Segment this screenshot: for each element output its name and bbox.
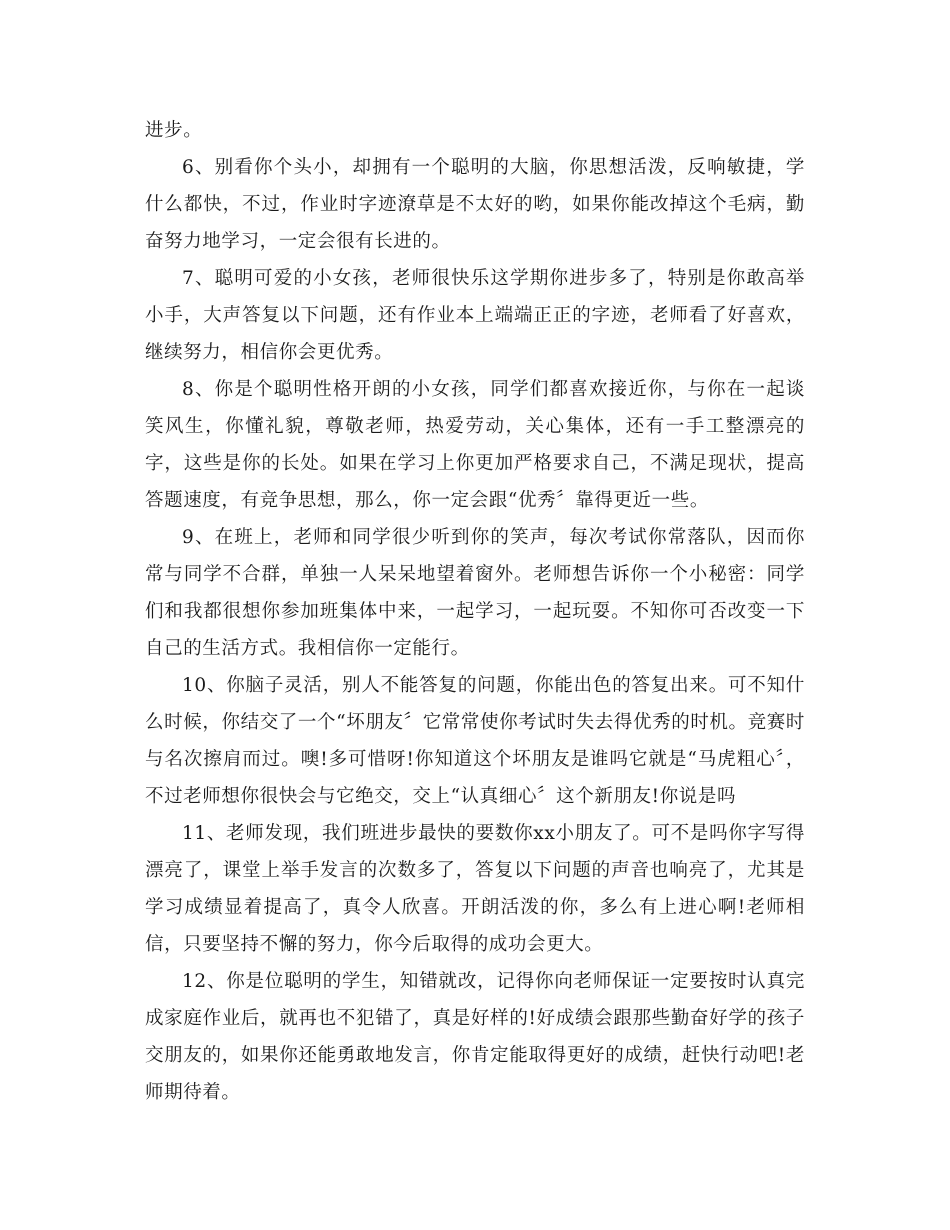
paragraph-comment-11: 11、老师发现，我们班进步最快的要数你xx小朋友了。可不是吗你字写得漂亮了，课堂上举手发言的次数多了，答复以下问题的声音也响亮了，尤其是学习成绩显着提高了，真令人欣喜。开朗活泼的你，多么有上进心啊!老师相信，只要坚持不懈的努力，你今后取得的成功会更大。: [145, 823, 805, 955]
paragraph-continuation: 进步。: [145, 120, 203, 141]
paragraph-comment-10: 10、你脑子灵活，别人不能答复的问题，你能出色的答复出来。可不知什么时候，你结交了一个“坏朋友〞它常常使你考试时失去得优秀的时机。竞赛时与名次擦肩而过。噢!多可惜呀!你知道这个坏朋友是谁吗它就是“马虎粗心〞，不过老师想你很快会与它绝交，交上“认真细心〞这个新朋友!你说是吗: [145, 675, 805, 807]
paragraph-comment-12: 12、你是位聪明的学生，知错就改，记得你向老师保证一定要按时认真完成家庭作业后，就再也不犯错了，真是好样的!好成绩会跟那些勤奋好学的孩子交朋友的，如果你还能勇敢地发言，你肯定能取得更好的成绩，赶快行动吧!老师期待着。: [145, 971, 805, 1103]
paragraph-comment-8: 8、你是个聪明性格开朗的小女孩，同学们都喜欢接近你，与你在一起谈笑风生，你懂礼貌，尊敬老师，热爱劳动，关心集体，还有一手工整漂亮的字，这些是你的长处。如果在学习上你更加严格要求自己，不满足现状，提高答题速度，有竞争思想，那么，你一定会跟“优秀〞靠得更近一些。: [145, 379, 805, 511]
document-page: [145, 112, 805, 1111]
paragraph-comment-9: 9、在班上，老师和同学很少听到你的笑声，每次考试你常落队，因而你常与同学不合群，单独一人呆呆地望着窗外。老师想告诉你一个小秘密：同学们和我都很想你参加班集体中来，一起学习，一起玩耍。不知你可否改变一下自己的生活方式。我相信你一定能行。: [145, 527, 805, 659]
paragraph-comment-7: 7、聪明可爱的小女孩，老师很快乐这学期你进步多了，特别是你敢高举小手，大声答复以下问题，还有作业本上端端正正的字迹，老师看了好喜欢，继续努力，相信你会更优秀。: [145, 268, 805, 363]
paragraph-comment-6: 6、别看你个头小，却拥有一个聪明的大脑，你思想活泼，反响敏捷，学什么都快，不过，作业时字迹潦草是不太好的哟，如果你能改掉这个毛病，勤奋努力地学习，一定会很有长进的。: [145, 157, 805, 252]
